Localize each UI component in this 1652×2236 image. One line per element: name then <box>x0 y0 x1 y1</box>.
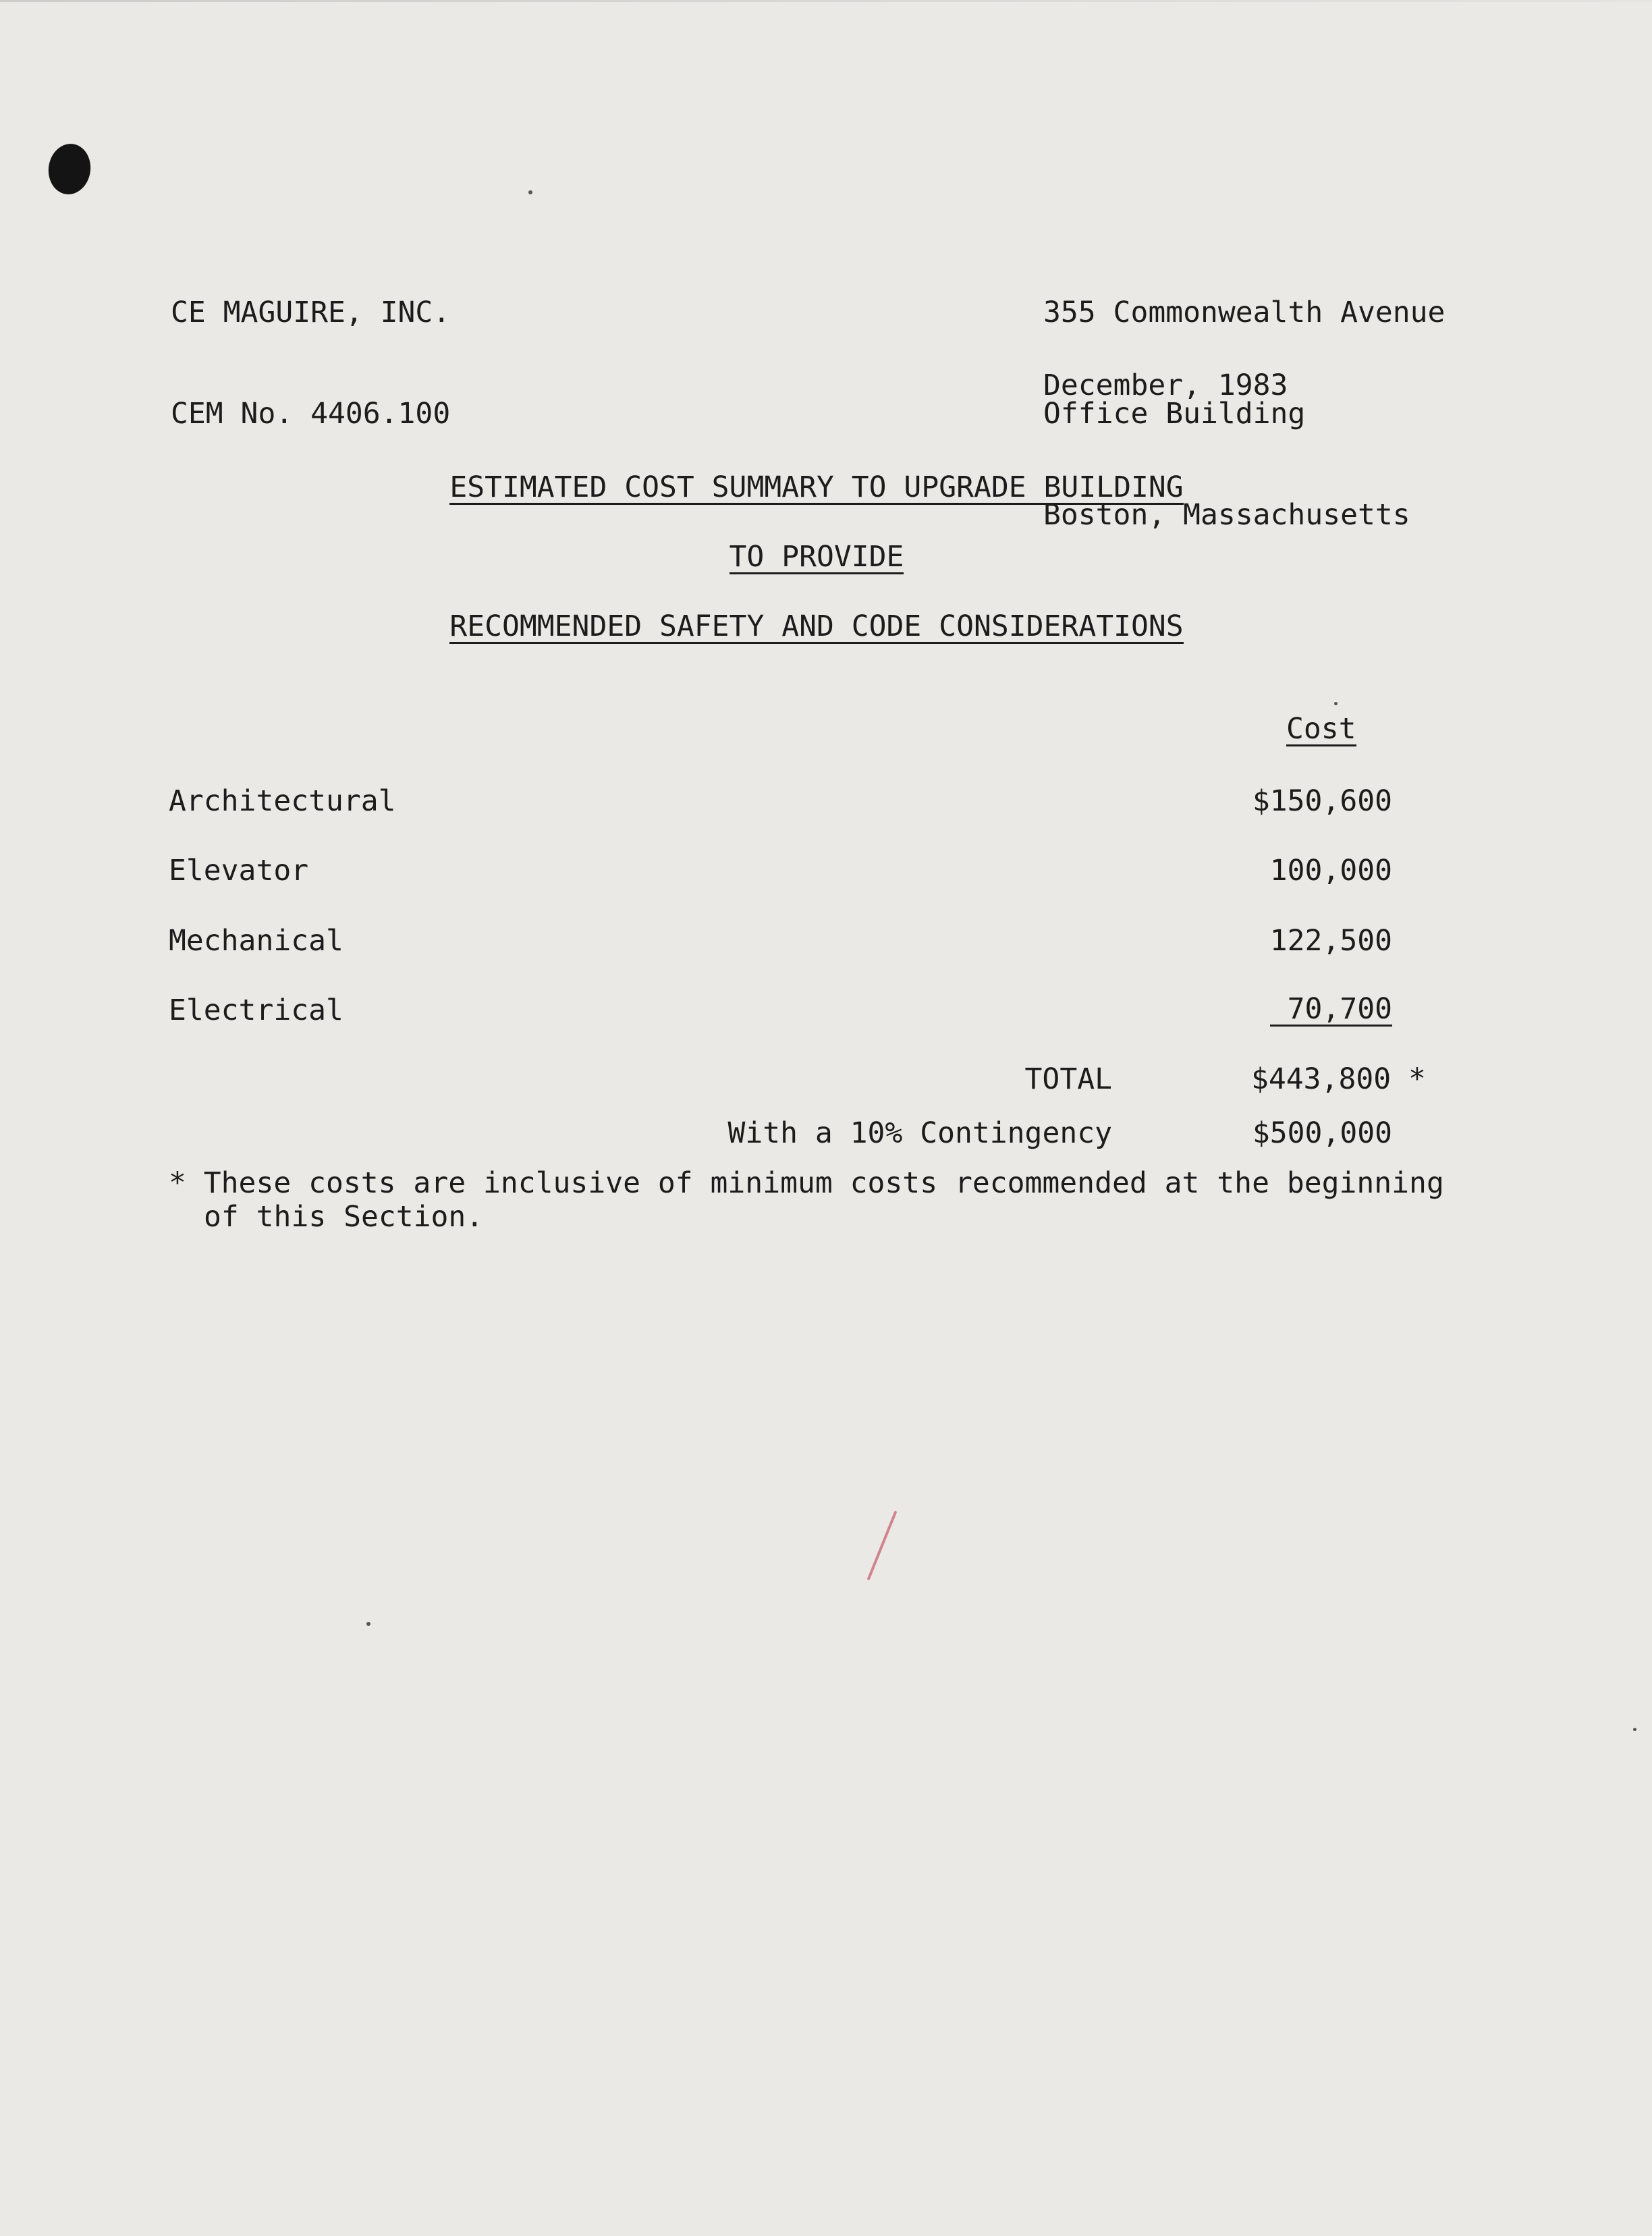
row-label-elevator: Elevator <box>169 854 309 888</box>
address-city: Boston, Massachusetts <box>1043 498 1410 532</box>
document-date: December, 1983 <box>1043 369 1288 402</box>
company-job-number: CEM No. 4406.100 <box>171 397 451 431</box>
speck <box>1633 1728 1636 1731</box>
contingency-value: $500,000 <box>1252 1116 1392 1150</box>
address-building: Office Building <box>1043 397 1306 431</box>
total-label: TOTAL <box>1024 1062 1112 1096</box>
footnote-line-1: * These costs are inclusive of minimum costs recommended at the beginning <box>169 1166 1444 1200</box>
footnote <box>169 1166 1451 1234</box>
row-value-architectural: $150,600 <box>1252 784 1392 818</box>
total-value: $443,800 * <box>1251 1062 1426 1096</box>
speck <box>528 190 532 194</box>
address-street: 355 Commonwealth Avenue <box>1043 296 1446 329</box>
row-value-mechanical: 122,500 <box>1269 924 1392 958</box>
row-label-mechanical: Mechanical <box>169 924 343 958</box>
footnote-line-2: of this Section. <box>204 1200 484 1234</box>
speck <box>366 1622 370 1626</box>
row-value-electrical: 70,700 <box>1270 993 1392 1027</box>
page-edge <box>0 0 1652 2</box>
pen-mark <box>867 1510 898 1580</box>
title-line-2: TO PROVIDE <box>729 540 904 574</box>
punch-hole <box>45 141 94 197</box>
document-title <box>445 470 1188 679</box>
row-label-architectural: Architectural <box>169 784 396 818</box>
cost-column-header: Cost <box>1286 712 1356 746</box>
title-line-1: ESTIMATED COST SUMMARY TO UPGRADE BUILDING <box>449 470 1184 504</box>
company-block <box>171 228 450 498</box>
speck <box>1334 702 1338 705</box>
row-label-electrical: Electrical <box>169 993 343 1027</box>
contingency-label: With a 10% Contingency <box>727 1116 1112 1150</box>
company-name: CE MAGUIRE, INC. <box>171 296 451 329</box>
row-value-elevator: 100,000 <box>1269 854 1392 888</box>
title-line-3: RECOMMENDED SAFETY AND CODE CONSIDERATIONS <box>449 609 1184 643</box>
